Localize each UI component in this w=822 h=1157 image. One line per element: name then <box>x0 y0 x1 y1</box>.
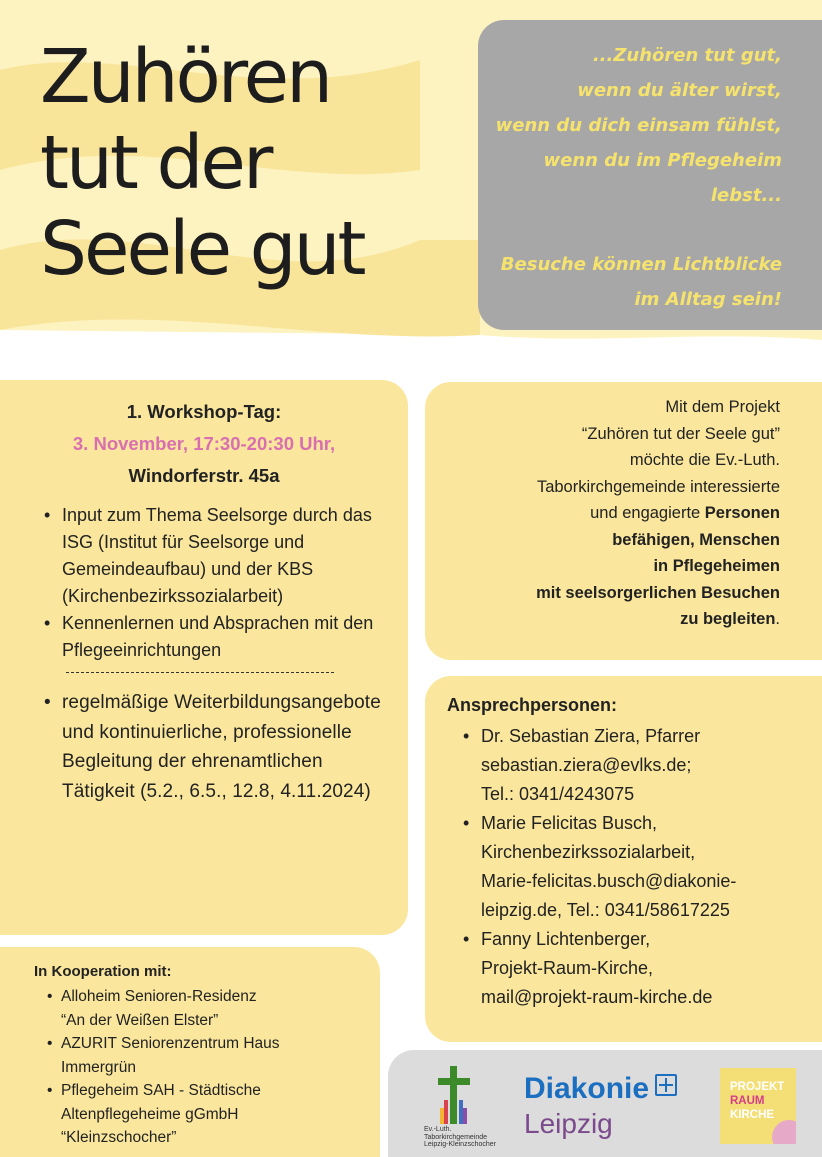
partner-line: Altenpflegeheime gGmbH <box>61 1105 239 1123</box>
partner-line: • Pflegeheim SAH - Städtische <box>61 1082 261 1099</box>
project-line: “Zuhören tut der Seele gut” <box>581 424 780 443</box>
list-item: • Input zum Thema Seelsorge durch das ISG (Institut für Seelsorge und Gemeindeaufbau) und der KBS (Kirchenbezirkssozialarbeit) <box>42 502 382 610</box>
project-line: Mit dem Projekt <box>665 398 780 416</box>
quote-line: lebst... <box>710 185 782 206</box>
cooperation-heading: In Kooperation mit: <box>34 963 172 980</box>
prk-decoration <box>772 1120 796 1144</box>
cooperation-box <box>0 947 380 1157</box>
workshop-header <box>26 396 382 492</box>
quote-box <box>478 20 822 330</box>
contact-line: Projekt-Raum-Kirche, <box>481 958 654 978</box>
contact-person <box>447 925 812 1012</box>
quote-line: wenn du dich einsam fühlst, <box>495 115 782 136</box>
church-logo-line: Leipzig-Kleinzschocher <box>424 1141 496 1148</box>
quote-closing-line: im Alltag sein! <box>634 289 782 310</box>
list-item: • regelmäßige Weiterbildungsangebote und kontinuierliche, professionelle Begleitung der ehrenamtlichen Tätigkeit (5.2., 6.5., 12.8, 4.11.2024) <box>42 688 382 806</box>
contact-person <box>447 722 812 809</box>
workshop-heading: 1. Workshop-Tag: <box>126 401 282 422</box>
contact-email[interactable]: mail@projekt-raum-kirche.de <box>481 987 713 1007</box>
dashed-separator <box>66 672 334 674</box>
contact-email-phone[interactable]: leipzig.de, Tel.: 0341/58617225 <box>481 900 730 920</box>
cross-icon <box>432 1064 476 1126</box>
project-text: . <box>775 610 780 628</box>
church-logo-line: Ev.-Luth. <box>424 1126 452 1133</box>
project-line <box>445 500 780 527</box>
project-bold-line: befähigen, Menschen <box>612 530 780 549</box>
cooperation-list <box>34 985 368 1150</box>
project-bold-text: zu begleiten <box>680 610 776 628</box>
contact-line: • Fanny Lichtenberger, <box>481 929 651 949</box>
workshop-date: 3. November, 17:30-20:30 Uhr, <box>72 433 336 454</box>
contact-line: Kirchenbezirkssozialarbeit, <box>481 842 696 862</box>
projekt-raum-kirche-logo <box>720 1068 796 1144</box>
diakonie-cross-icon <box>655 1074 677 1096</box>
contact-line: • Marie Felicitas Busch, <box>481 813 658 833</box>
workshop-address: Windorferstr. 45a <box>128 465 280 486</box>
project-bold-line: in Pflegeheimen <box>653 557 780 575</box>
poster-title <box>40 34 364 292</box>
project-bold-text: Personen <box>704 504 780 522</box>
partner-line: “Kleinzschocher” <box>61 1129 177 1146</box>
diakonie-city: Leipzig <box>524 1108 613 1139</box>
contact-email[interactable]: Marie-felicitas.busch@diakonie- <box>481 871 737 891</box>
quote-line: ...Zuhören tut gut, <box>592 45 782 66</box>
workshop-list-extra <box>42 688 382 806</box>
prk-logo-line: KIRCHE <box>730 1109 775 1121</box>
contact-line: • Dr. Sebastian Ziera, Pfarrer <box>481 726 701 746</box>
partner-item <box>34 1032 368 1079</box>
prk-logo-line: PROJEKT <box>730 1081 785 1093</box>
contact-person <box>447 809 812 925</box>
workshop-list <box>42 502 382 664</box>
project-bold-line: mit seelsorgerlichen Besuchen <box>536 583 780 602</box>
partner-item <box>34 1079 368 1150</box>
partner-line: • Alloheim Senioren-Residenz <box>61 988 257 1005</box>
partner-line: Immergrün <box>61 1058 136 1076</box>
church-logo <box>418 1064 496 1148</box>
diakonie-name-row <box>524 1072 677 1106</box>
project-box <box>425 382 822 660</box>
quote-line: wenn du älter wirst, <box>577 80 782 101</box>
contact-phone: Tel.: 0341/4243075 <box>481 784 635 804</box>
project-line: Taborkirchgemeinde interessierte <box>536 477 780 496</box>
contacts-heading: Ansprechpersonen: <box>447 695 618 715</box>
church-logo-text <box>424 1126 504 1149</box>
title-line: Zuhören <box>40 34 330 120</box>
quote-closing-line: Besuche können Lichtblicke <box>500 254 782 275</box>
workshop-box <box>0 380 408 935</box>
partner-item <box>34 985 368 1032</box>
contacts-list <box>447 722 812 1012</box>
prk-logo-line: RAUM <box>730 1095 765 1107</box>
church-logo-line: Taborkirchgemeinde <box>424 1133 488 1141</box>
contacts-box <box>425 676 822 1042</box>
diakonie-name: Diakonie <box>524 1072 650 1105</box>
title-line: tut der <box>40 120 271 206</box>
partner-line: • AZURIT Seniorenzentrum Haus <box>61 1035 280 1052</box>
project-line <box>445 606 780 633</box>
project-line: möchte die Ev.-Luth. <box>629 451 780 469</box>
partner-line: “An der Weißen Elster” <box>61 1011 219 1029</box>
list-item: • Kennenlernen und Absprachen mit den Pflegeeinrichtungen <box>42 610 382 664</box>
project-text: und engagierte <box>590 504 705 522</box>
title-line: Seele gut <box>40 206 364 292</box>
quote-line: wenn du im Pflegeheim <box>543 150 782 171</box>
diakonie-logo <box>524 1072 677 1142</box>
logo-bar <box>388 1050 822 1157</box>
contact-email[interactable]: sebastian.ziera@evlks.de; <box>481 755 692 775</box>
